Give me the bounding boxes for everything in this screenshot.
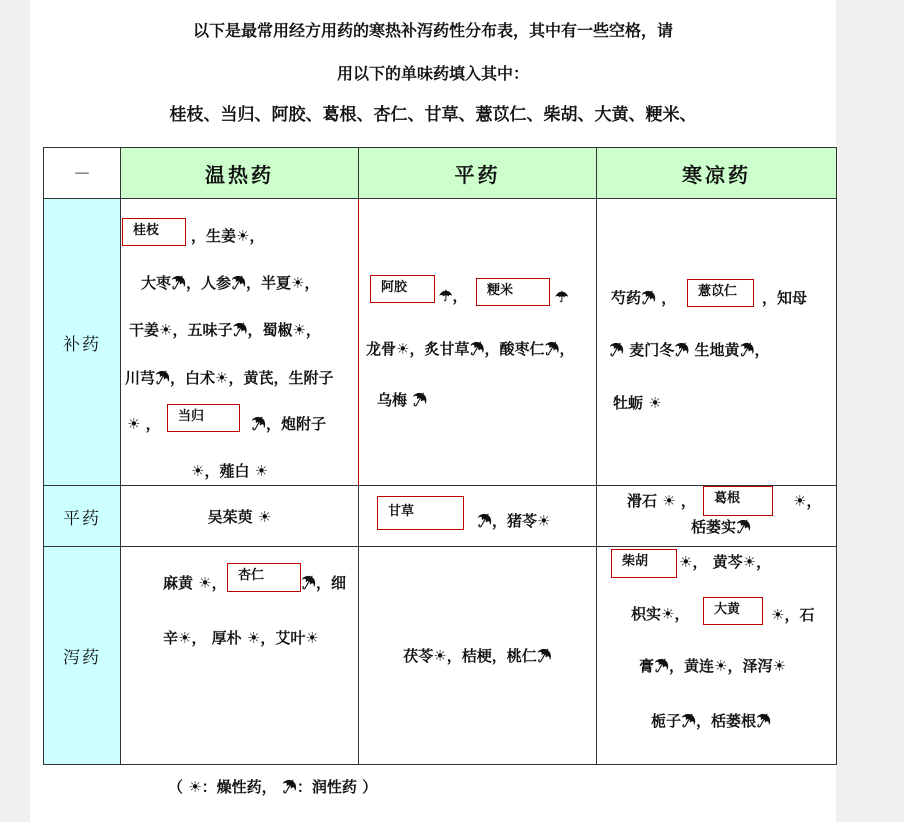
text-line: 栀子☂，栝蒌根☂ — [651, 712, 772, 730]
text-line: ☂ 麦门冬☂ 生地黄☂， — [609, 341, 770, 359]
text-line: 栝蒌实☂ — [691, 518, 752, 536]
answer-box[interactable]: 甘草 — [377, 496, 464, 530]
cell-purge-warm — [121, 547, 359, 765]
text-line: 枳实☀， — [631, 605, 690, 623]
row-label-neutral: 平药 — [44, 486, 121, 547]
text-line: 辛☀， 厚朴 ☀，艾叶☀ — [163, 629, 319, 647]
header-warm: 温热药 — [121, 148, 359, 199]
text-line: 滑石 ☀ ， — [627, 492, 696, 510]
cell-tonify-neutral — [359, 199, 597, 486]
cell-purge-neutral — [359, 547, 597, 765]
text-line: ☂，细 — [301, 574, 347, 592]
answer-box[interactable]: 薏苡仁 — [687, 279, 754, 307]
text-line: ，生姜☀， — [191, 227, 265, 245]
answer-box[interactable]: 杏仁 — [227, 563, 301, 592]
cell-tonify-cold — [597, 199, 837, 486]
cell-neutral-warm — [121, 486, 359, 547]
answer-box[interactable]: 大黄 — [703, 597, 763, 625]
text-line: ☀，石 — [771, 606, 815, 624]
text-line: ☂， — [439, 287, 468, 305]
text-line: 吴茱萸 ☀ — [207, 507, 272, 526]
document-page — [30, 0, 836, 822]
cell-tonify-warm — [121, 199, 359, 486]
text-line: ，知母 — [762, 289, 808, 307]
row-label-tonify: 补药 — [44, 199, 121, 486]
text-line: ☀， — [793, 492, 822, 510]
text-line: 牡蛎 ☀ — [613, 394, 662, 412]
text-line: ☂，猪苓☀ — [477, 512, 551, 530]
text-line: 茯苓☀，桔梗，桃仁☂ — [403, 647, 552, 665]
text-line: 芍药☂ ， — [611, 289, 677, 307]
text-line: 干姜☀，五味子☂，蜀椒☀， — [129, 321, 321, 339]
legend: （ ☀：燥性药， ☂：润性药 ） — [168, 778, 378, 796]
cell-neutral-neutral — [359, 486, 597, 547]
header-cold: 寒凉药 — [597, 148, 837, 199]
text-line: ☀，薤白 ☀ — [191, 462, 269, 480]
text-line: 乌梅 ☂ — [377, 391, 428, 409]
text-line: ☂，炮附子 — [251, 415, 327, 433]
intro-line-2: 用以下的单味药填入其中： — [336, 64, 529, 83]
text-line: 膏☂，黄连☀，泽泻☀ — [639, 657, 786, 675]
intro-line-1: 以下是最常用经方用药的寒热补泻药性分布表，其中有一些空格，请 — [192, 21, 673, 40]
text-line: 龙骨☀，炙甘草☂，酸枣仁☂， — [366, 340, 575, 358]
answer-box[interactable]: 当归 — [167, 404, 240, 432]
corner-cell: － — [44, 148, 121, 199]
text-line: ☀ ， — [127, 415, 161, 433]
header-neutral: 平药 — [359, 148, 597, 199]
cell-purge-cold — [597, 547, 837, 765]
row-label-purge: 泻药 — [44, 547, 121, 765]
answer-box[interactable]: 桂枝 — [122, 218, 186, 246]
cell-neutral-cold — [597, 486, 837, 547]
answer-box[interactable]: 阿胶 — [370, 275, 435, 303]
answer-box[interactable]: 葛根 — [703, 486, 773, 516]
text-line: 麻黄 ☀， — [163, 574, 227, 592]
answer-box[interactable]: 柴胡 — [611, 549, 677, 578]
text-line: 川芎☂，白术☀，黄芪，生附子 — [125, 369, 334, 387]
text-line: 大枣☂，人参☂，半夏☀， — [141, 274, 320, 292]
herb-property-table — [43, 147, 837, 765]
text-line: ☀， 黄芩☀， — [679, 553, 772, 571]
answer-box[interactable]: 粳米 — [476, 278, 550, 306]
text-line: ☂ — [555, 288, 569, 306]
herb-list: 桂枝、当归、阿胶、葛根、杏仁、甘草、薏苡仁、柴胡、大黄、粳米、 — [169, 105, 697, 125]
